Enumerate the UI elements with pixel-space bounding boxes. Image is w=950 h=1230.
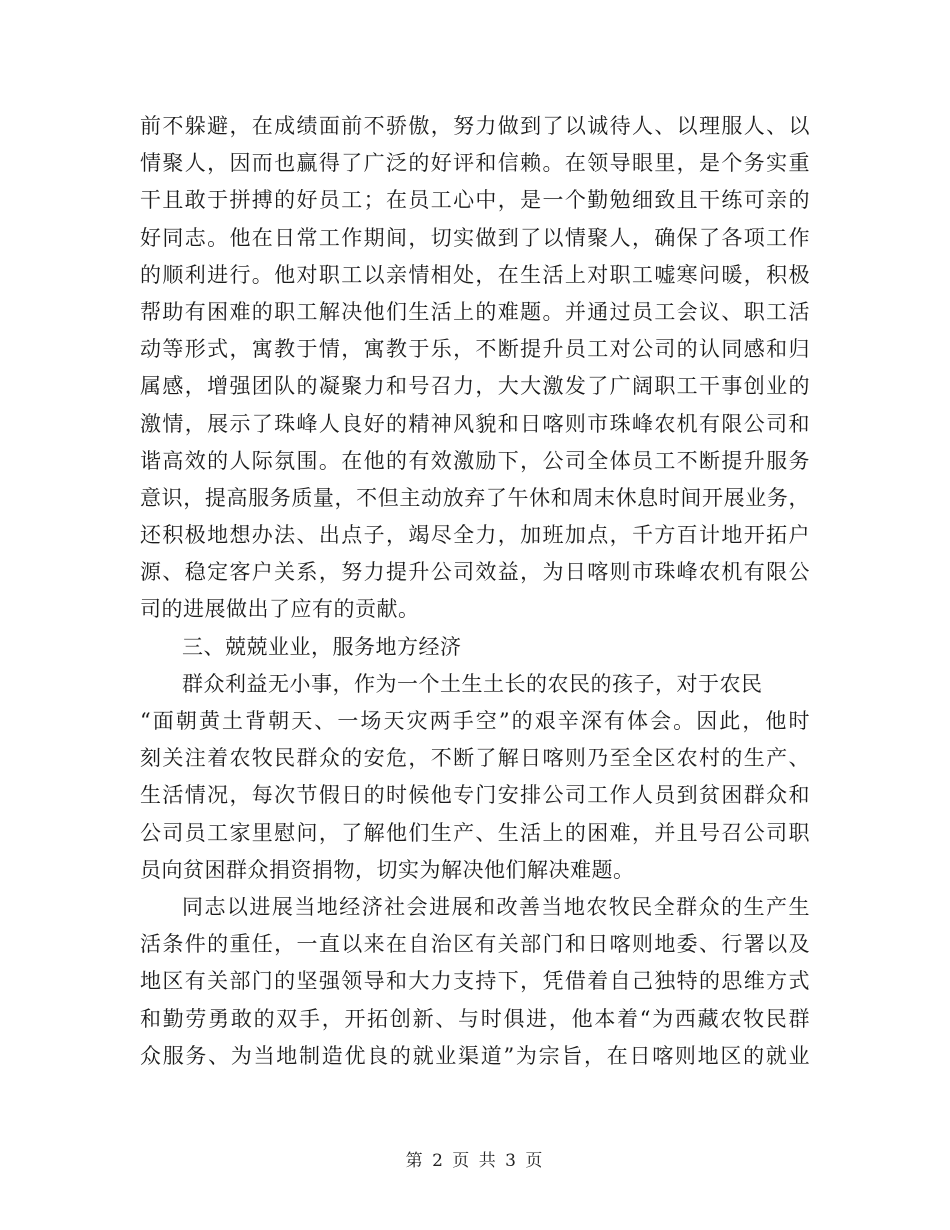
heading-text: 三、兢兢业业，服务地方经济: [182, 634, 462, 659]
text-line: 群众利益无小事，作为一个土生土长的农民的孩子，对于农民: [182, 671, 763, 696]
paragraph-body: [140, 889, 810, 1075]
text-line: 前不躲避，在成绩面前不骄傲，努力做到了以诚待人、以理服人、以: [140, 114, 810, 138]
text-line: 司的进展做出了应有的贡献。: [140, 597, 420, 622]
text-line: 干且敢于拼搏的好员工；在员工心中，是一个勤勉细致且干练可亲的: [140, 188, 810, 213]
text-line: 帮助有困难的职工解决他们生活上的难题。并通过员工会议、职工活: [140, 299, 810, 324]
paragraph-body: [140, 666, 810, 889]
text-line: 源、稳定客户关系，努力提升公司效益，为日喀则市珠峰农机有限公: [140, 560, 810, 585]
text-line: 情聚人，因而也赢得了广泛的好评和信赖。在领导眼里，是个务实重: [140, 151, 810, 176]
text-line: 属感，增强团队的凝聚力和号召力，大大激发了广阔职工干事创业的: [140, 374, 810, 399]
text-line: 公司员工家里慰问，了解他们生产、生活上的困难，并且号召公司职: [140, 820, 810, 845]
text-line: “面朝黄土背朝天、一场天灾两手空”的艰辛深有体会。因此，他时: [140, 709, 810, 733]
text-line: 生活情况，每次节假日的时候他专门安排公司工作人员到贫困群众和: [140, 783, 810, 808]
text-line: 活条件的重任，一直以来在自治区有关部门和日喀则地委、行署以及: [140, 932, 810, 957]
page-number: 第 2 页 共 3 页: [405, 1151, 545, 1171]
text-line: 地区有关部门的坚强领导和大力支持下，凭借着自己独特的思维方式: [140, 969, 810, 994]
document-body: [140, 108, 810, 1075]
text-line: 动等形式，寓教于情，寓教于乐，不断提升员工对公司的认同感和归: [140, 337, 810, 362]
text-line: 的顺利进行。他对职工以亲情相处，在生活上对职工嘘寒问暖，积极: [140, 262, 810, 287]
text-line: 和勤劳勇敢的双手，开拓创新、与时俱进，他本着“为西藏农牧民群: [140, 1006, 810, 1031]
text-line: 员向贫困群众捐资捐物，切实为解决他们解决难题。: [140, 857, 635, 882]
text-line: 刻关注着农牧民群众的安危，不断了解日喀则乃至全区农村的生产、: [140, 746, 810, 771]
text-line: 还积极地想办法、出点子，竭尽全力，加班加点，千方百计地开拓户: [140, 523, 810, 548]
text-line: 谐高效的人际氛围。在他的有效激励下，公司全体员工不断提升服务: [140, 448, 810, 473]
text-line: 同志以进展当地经济社会进展和改善当地农牧民全群众的生产生: [182, 894, 810, 919]
text-line: 意识，提高服务质量，不但主动放弃了午休和周末休息时间开展业务，: [140, 485, 810, 510]
text-line: 好同志。他在日常工作期间，切实做到了以情聚人，确保了各项工作: [140, 225, 810, 250]
paragraph-continuation: [140, 108, 810, 629]
section-heading: [140, 629, 810, 666]
text-line: 众服务、为当地制造优良的就业渠道”为宗旨，在日喀则地区的就业: [140, 1043, 810, 1068]
text-line: 激情，展示了珠峰人良好的精神风貌和日喀则市珠峰农机有限公司和: [140, 411, 810, 436]
